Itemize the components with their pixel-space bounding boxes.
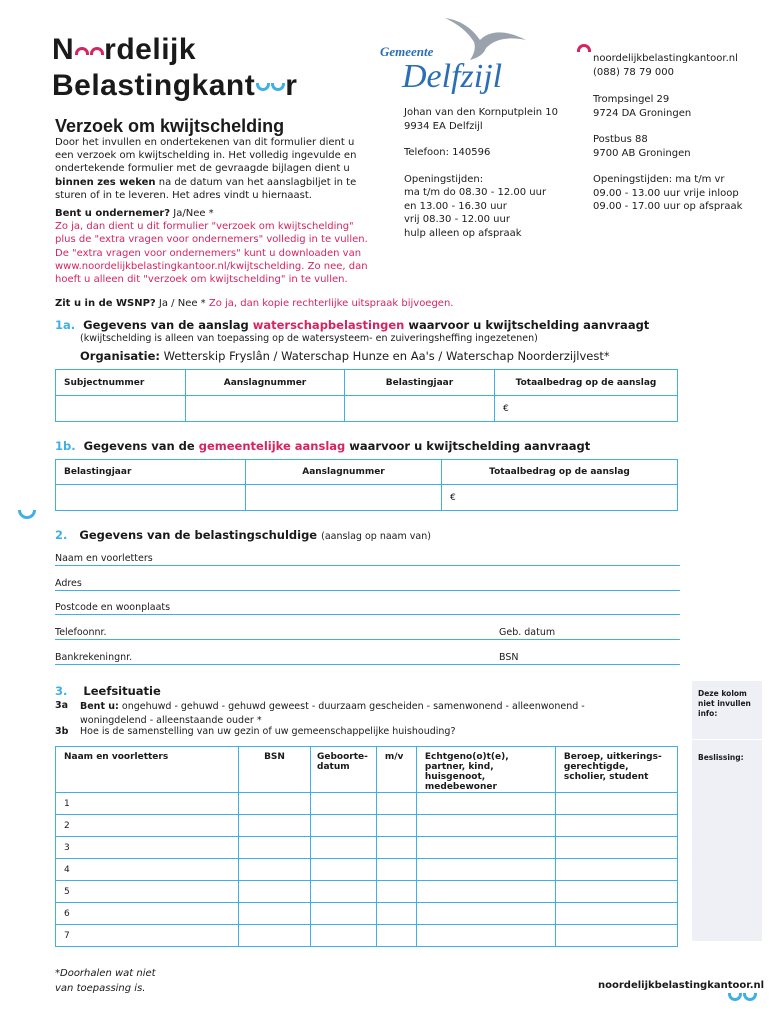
logo-noordelijk: [52, 34, 196, 66]
intro-part2: na de datum van het aanslagbiljet in te sturen of in te leveren. Het adres vindt u hiernaast.: [55, 176, 357, 201]
section-number: 2.: [55, 528, 68, 542]
table-cell[interactable]: [376, 815, 416, 837]
table-cell[interactable]: [416, 793, 555, 815]
col-header: Aanslagnummer: [186, 370, 345, 396]
phone-number: (088) 78 79 000: [593, 66, 674, 78]
noordelijk-contact: [593, 52, 763, 214]
page-title: Verzoek om kwijtschelding: [55, 116, 285, 136]
col-header: m/v: [376, 747, 416, 793]
table-cell[interactable]: [239, 815, 311, 837]
belastingjaar-input[interactable]: [345, 396, 495, 422]
contact-line: hulp alleen op afspraak: [404, 227, 522, 239]
section-3-heading: [55, 684, 161, 698]
table-cell[interactable]: [311, 859, 377, 881]
address-line: Trompsingel 29: [593, 94, 670, 105]
table-cell[interactable]: [376, 925, 416, 947]
table-cell[interactable]: [376, 881, 416, 903]
contact-line: en 13.00 - 16.30 uur: [404, 200, 507, 212]
table-cell[interactable]: [311, 793, 377, 815]
totaalbedrag-input[interactable]: [442, 485, 678, 511]
euro-sign: €: [503, 403, 509, 414]
intro-text: [55, 136, 370, 202]
table-cell[interactable]: [239, 837, 311, 859]
footer-arc-icon: [743, 993, 757, 1001]
logo-text-2a: Belastingkant: [52, 69, 256, 102]
bank-bsn-field[interactable]: [55, 652, 680, 665]
q3a-label: Bent u:: [80, 701, 119, 712]
field-label: BSN: [499, 652, 519, 663]
seagull-logo-icon: [440, 14, 530, 64]
col-header: Naam en voorletters: [56, 747, 239, 793]
ondernemer-answer[interactable]: Ja/Nee *: [170, 208, 214, 219]
contact-line: ma t/m do 08.30 - 12.00 uur: [404, 187, 547, 198]
address-line: 9724 DA Groningen: [593, 107, 692, 119]
wsnp-block: [55, 297, 555, 311]
section-title-pink: waterschapbelastingen: [252, 318, 405, 332]
q3b-number: 3b: [55, 726, 69, 737]
table-row[interactable]: 6: [56, 903, 239, 925]
table-cell[interactable]: [239, 903, 311, 925]
logo-arc-icon: [271, 83, 285, 91]
table-cell[interactable]: [376, 793, 416, 815]
ondernemer-instructions: Zo ja, dan dient u dit formulier "verzoek om kwijtschelding" plus de "extra vragen voor ondernemers" volledig in te vullen. De "extra vragen voor ondernemers" kunt u downloaden van www.noordelijkbelastingkantoor.nl/kwijtschelding. Zo nee, dan hoeft u alleen dit "verzoek om kwijtschelding" in te vullen.: [55, 221, 368, 286]
wsnp-answer[interactable]: Ja / Nee *: [155, 298, 209, 309]
organisatie-line: [80, 349, 610, 363]
contact-line: Telefoon: 140596: [404, 147, 491, 158]
logo-text-2b: r: [285, 69, 298, 102]
col-header: Beroep, uitkerings-gerechtigde, scholier, student: [555, 747, 677, 793]
field-label: Telefoonnr.: [55, 627, 107, 638]
subjectnummer-input[interactable]: [56, 396, 186, 422]
table-cell[interactable]: [376, 837, 416, 859]
hours-line: 09.00 - 13.00 uur vrije inloop: [593, 187, 739, 199]
table-row[interactable]: 2: [56, 815, 239, 837]
address-field[interactable]: [55, 578, 680, 591]
q3a-options[interactable]: ongehuwd - gehuwd - gehuwd geweest - duurzaam gescheiden - samenwonend - alleenwonend - woningdelend - alleenstaande ouder *: [80, 701, 585, 726]
organisatie-value: Wetterskip Fryslân / Waterschap Hunze en Aa's / Waterschap Noorderzijlvest*: [160, 349, 610, 363]
website-link[interactable]: noordelijkbelastingkantoor.nl: [593, 53, 738, 64]
logo-arc-icon: [75, 47, 89, 55]
logo-arc-icon: [256, 83, 270, 91]
col-header: Geboorte-datum: [311, 747, 377, 793]
margin-arc-icon: [18, 510, 36, 519]
col-header: Belastingjaar: [56, 460, 246, 485]
footnote-line: van toepassing is.: [55, 983, 146, 994]
section-title-a: Gegevens van de: [83, 439, 199, 453]
col-header: Subjectnummer: [56, 370, 186, 396]
table-cell[interactable]: [311, 881, 377, 903]
logo-text-1a: N: [52, 33, 75, 66]
section-1b-heading: [55, 439, 695, 453]
section-number: 1a.: [55, 318, 76, 332]
section-1a-note: (kwijtschelding is alleen van toepassing op de watersysteem- en zuiveringsheffing ingezetenen): [80, 333, 538, 344]
euro-sign: €: [450, 492, 456, 503]
table-1a: [55, 369, 678, 422]
postbus-line: Postbus 88: [593, 134, 648, 145]
aanslagnummer-input[interactable]: [186, 396, 345, 422]
table-cell[interactable]: [239, 925, 311, 947]
intro-bold: binnen zes weken: [55, 176, 156, 188]
contact-line: Openingstijden:: [404, 173, 484, 185]
aanslagnummer-input[interactable]: [246, 485, 442, 511]
col-header: Belastingjaar: [345, 370, 495, 396]
section-title: Leefsituatie: [83, 684, 161, 698]
logo-text-1b: rdelijk: [104, 33, 197, 66]
table-cell[interactable]: [311, 815, 377, 837]
table-cell[interactable]: [311, 925, 377, 947]
contact-line: 9934 EA Delfzijl: [404, 120, 483, 132]
phone-dob-field[interactable]: [55, 627, 680, 640]
intro-part1: Door het invullen en ondertekenen van dit formulier dient u een verzoek om kwijtschelding in. Het volledig ingevulde en ondertekende formulier met de gevraagde bijlagen dient u: [55, 137, 357, 175]
contact-line: Johan van den Kornputplein 10: [404, 107, 558, 118]
wsnp-instructions: Zo ja, dan kopie rechterlijke uitspraak bijvoegen.: [208, 298, 454, 309]
field-label: Naam en voorletters: [55, 553, 153, 564]
table-row[interactable]: 3: [56, 837, 239, 859]
table-row[interactable]: 4: [56, 859, 239, 881]
postbus-line: 9700 AB Groningen: [593, 147, 691, 159]
contact-line: vrij 08.30 - 12.00 uur: [404, 214, 510, 225]
table-cell[interactable]: [311, 837, 377, 859]
delfzijl-contact: [404, 106, 584, 240]
section-title-a: Gegevens van de aanslag: [83, 318, 253, 332]
field-label: Bankrekeningnr.: [55, 652, 133, 663]
col-header: Echtgeno(o)t(e), partner, kind, huisgenoot, medebewoner: [416, 747, 555, 793]
table-cell[interactable]: [239, 881, 311, 903]
table-row[interactable]: 7: [56, 925, 239, 947]
sidebar-decision: Beslissing:: [698, 753, 744, 762]
footnote: [55, 966, 156, 996]
gemeente-label: Gemeente: [380, 44, 434, 59]
sidebar-divider: [692, 739, 762, 740]
logo-belastingkantoor: [52, 70, 297, 102]
footnote-line: *Doorhalen wat niet: [55, 968, 156, 979]
ondernemer-question: Bent u ondernemer?: [55, 208, 171, 219]
hours-line: Openingstijden: ma t/m vr: [593, 174, 725, 185]
household-table: [55, 746, 678, 947]
q3b-text: Hoe is de samenstelling van uw gezin of uw gemeenschappelijke huishouding?: [80, 726, 456, 737]
totaalbedrag-input[interactable]: [495, 396, 678, 422]
field-label: Postcode en woonplaats: [55, 602, 171, 613]
field-label: Geb. datum: [499, 627, 556, 638]
field-label: Adres: [55, 578, 82, 589]
ondernemer-block: [55, 207, 375, 286]
section-title-b: waarvoor u kwijtschelding aanvraagt: [404, 318, 650, 332]
table-cell[interactable]: [555, 903, 677, 925]
section-title: Gegevens van de belastingschuldige: [79, 528, 318, 542]
table-cell[interactable]: [555, 837, 677, 859]
table-cell[interactable]: [376, 903, 416, 925]
col-header: Aanslagnummer: [246, 460, 442, 485]
table-cell[interactable]: [416, 815, 555, 837]
table-cell[interactable]: [376, 859, 416, 881]
col-header: Totaalbedrag op de aanslag: [442, 460, 678, 485]
footer-arc-icon: [728, 993, 742, 1001]
organisatie-label: Organisatie:: [80, 349, 161, 363]
noordelijk-arc-icon: [577, 44, 591, 52]
table-cell[interactable]: [416, 837, 555, 859]
table-cell[interactable]: [416, 859, 555, 881]
table-cell[interactable]: [416, 881, 555, 903]
name-field[interactable]: [55, 553, 680, 566]
q3a-number: 3a: [55, 700, 69, 711]
section-number: 3.: [55, 684, 68, 698]
section-title-b: waarvoor u kwijtschelding aanvraagt: [345, 439, 591, 453]
table-cell[interactable]: [555, 793, 677, 815]
table-cell[interactable]: [311, 903, 377, 925]
gemeente-name: Delfzijl: [402, 58, 503, 95]
table-cell[interactable]: [555, 925, 677, 947]
section-title-pink: gemeentelijke aanslag: [198, 439, 346, 453]
table-row[interactable]: 5: [56, 881, 239, 903]
table-cell[interactable]: [555, 859, 677, 881]
table-cell[interactable]: [239, 859, 311, 881]
table-cell[interactable]: [555, 815, 677, 837]
col-header: BSN: [239, 747, 311, 793]
logo-arc-icon: [90, 47, 104, 55]
belastingjaar-input[interactable]: [56, 485, 246, 511]
table-cell[interactable]: [239, 793, 311, 815]
section-number: 1b.: [55, 439, 76, 453]
footer-website[interactable]: noordelijkbelastingkantoor.nl: [598, 980, 765, 991]
table-cell[interactable]: [555, 881, 677, 903]
hours-line: 09.00 - 17.00 uur op afspraak: [593, 201, 743, 212]
office-use-sidebar: [692, 681, 762, 941]
section-subtitle: (aanslag op naam van): [321, 531, 431, 542]
col-header: Totaalbedrag op de aanslag: [495, 370, 678, 396]
section-2-heading: [55, 528, 695, 542]
table-cell[interactable]: [416, 925, 555, 947]
section-1a-heading: [55, 318, 695, 332]
sidebar-note: Deze kolom niet invullen info:: [698, 689, 751, 718]
q3a-text: [80, 700, 640, 727]
table-1b: [55, 459, 678, 511]
postcode-field[interactable]: [55, 602, 680, 615]
table-cell[interactable]: [416, 903, 555, 925]
table-row[interactable]: 1: [56, 793, 239, 815]
wsnp-question: Zit u in de WSNP?: [55, 298, 156, 309]
